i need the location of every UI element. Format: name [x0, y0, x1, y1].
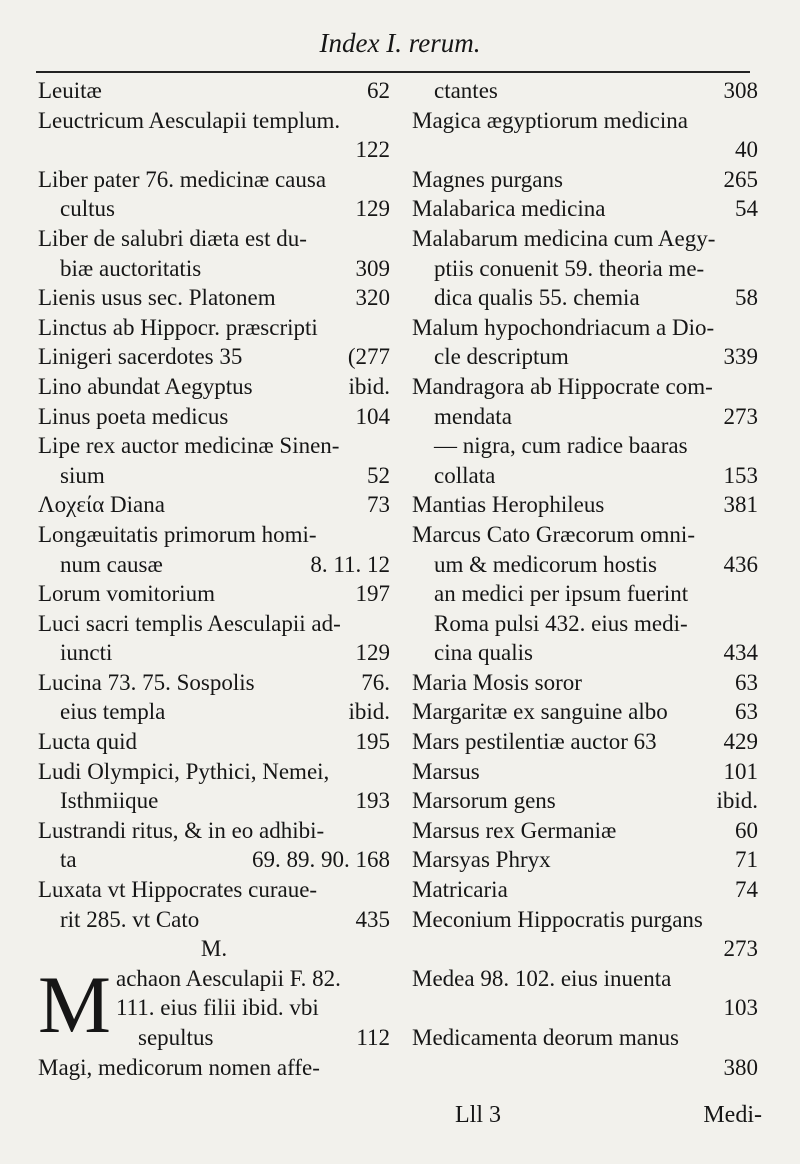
- entry-page-number: ibid.: [716, 788, 758, 814]
- entry-text: Marsorum gens: [412, 788, 556, 814]
- entry-page-number: 129: [355, 196, 390, 222]
- index-entry: [412, 76, 758, 106]
- index-entry: [38, 76, 390, 106]
- entry-text: Luxata vt Hippocrates curaue-: [38, 877, 318, 903]
- entry-text: Lucta quid: [38, 729, 137, 755]
- index-entry: [38, 697, 390, 727]
- header-rule: [36, 71, 750, 73]
- entry-page-number: 103: [723, 995, 758, 1021]
- entry-text: Margaritæ ex sanguine albo: [412, 699, 668, 725]
- index-entry: [38, 757, 390, 787]
- entry-text: Malabarica medicina: [412, 196, 606, 222]
- index-entry: [38, 135, 390, 165]
- index-entry: [38, 579, 390, 609]
- entry-page-number: 112: [356, 1025, 390, 1050]
- entry-text: Mandragora ab Hippocrate com-: [412, 373, 713, 399]
- entry-text: Lustrandi ritus, & in eo adhibi-: [38, 817, 325, 843]
- index-entry: [412, 313, 758, 343]
- entry-text: ctantes: [434, 78, 498, 103]
- entry-page-number: 435: [355, 906, 390, 932]
- index-entry: [412, 431, 758, 461]
- entry-page-number: 63: [735, 669, 758, 695]
- signature-mark: Lll 3: [455, 1102, 501, 1128]
- index-entry: [38, 461, 390, 491]
- index-entry: [38, 283, 390, 313]
- entry-page-number: 76.: [361, 669, 390, 695]
- entry-text: achaon Aesculapii F. 82.: [116, 965, 341, 991]
- entry-text: Magica ægyptiorum medicina: [412, 107, 688, 133]
- index-entry: [38, 668, 390, 698]
- entry-page-number: 101: [723, 758, 758, 784]
- entry-text: Meconium Hippocratis purgans: [412, 906, 703, 932]
- entry-text: Linctus ab Hippocr. præscripti: [38, 314, 318, 340]
- entry-text: Leuitæ: [38, 78, 102, 103]
- entry-page-number: 63: [735, 699, 758, 725]
- entry-page-number: 8. 11. 12: [310, 551, 390, 577]
- index-entry: [412, 254, 758, 284]
- entry-text: sium: [60, 462, 105, 488]
- index-entry: [412, 905, 758, 935]
- entry-page-number: 381: [723, 492, 758, 518]
- entry-text: Λοχεία Diana: [38, 492, 165, 518]
- index-entry: [412, 1023, 758, 1053]
- entry-text: Matricaria: [412, 877, 508, 903]
- index-entry: [412, 609, 758, 639]
- index-entry: [412, 727, 758, 757]
- index-entry: [412, 638, 758, 668]
- index-entry: [38, 313, 390, 343]
- entry-page-number: 104: [355, 403, 390, 429]
- entry-text: cle descriptum: [434, 344, 569, 370]
- index-entry: [38, 165, 390, 195]
- entry-text: Lorum vomitorium: [38, 581, 215, 607]
- index-entry: [412, 934, 758, 964]
- entry-page-number: 308: [723, 78, 758, 103]
- left-column: [38, 76, 390, 1082]
- index-entry: [412, 165, 758, 195]
- index-entry: [412, 490, 758, 520]
- entry-text: rit 285. vt Cato: [60, 906, 200, 932]
- entry-text: cultus: [60, 196, 115, 222]
- entry-text: Marcus Cato Græcorum omni-: [412, 521, 695, 547]
- entry-page-number: 320: [355, 285, 390, 311]
- entry-text: Leuctricum Aesculapii templum.: [38, 107, 341, 133]
- entry-text: Lienis usus sec. Platonem: [38, 285, 276, 311]
- index-entry: [412, 875, 758, 905]
- right-column: [412, 76, 758, 1082]
- entry-text: Maria Mosis soror: [412, 669, 582, 695]
- index-entry: [38, 372, 390, 402]
- entry-text: Lino abundat Aegyptus: [38, 373, 253, 399]
- entry-page-number: 52: [367, 462, 390, 488]
- entry-page-number: 74: [735, 877, 758, 903]
- index-entry: [412, 402, 758, 432]
- section-letter: M.: [200, 936, 228, 962]
- entry-text: Magnes purgans: [412, 166, 563, 192]
- entry-page-number: 429: [723, 729, 758, 755]
- index-entry: [38, 905, 390, 935]
- entry-page-number: 60: [735, 817, 758, 843]
- entry-text: num causæ: [60, 551, 163, 577]
- entry-page-number: ibid.: [348, 699, 390, 725]
- entry-text: an medici per ipsum fuerint: [434, 581, 689, 607]
- entry-text: Isthmiique: [60, 788, 159, 814]
- entry-text: Malum hypochondriacum a Dio-: [412, 314, 715, 340]
- entry-page-number: 71: [735, 847, 758, 873]
- entry-page-number: 436: [723, 551, 758, 577]
- index-entry: [38, 993, 390, 1023]
- entry-text: Malabarum medicina cum Aegy-: [412, 225, 716, 251]
- index-entry: [412, 993, 758, 1023]
- index-entry: [412, 786, 758, 816]
- entry-text: Marsus: [412, 758, 480, 784]
- entry-text: collata: [434, 462, 496, 488]
- index-entry: [38, 402, 390, 432]
- entry-text: cina qualis: [434, 640, 533, 666]
- index-entry: [38, 254, 390, 284]
- entry-text: mendata: [434, 403, 512, 429]
- index-entry: [38, 490, 390, 520]
- entry-page-number: 339: [723, 344, 758, 370]
- catchword: Medi-: [703, 1102, 762, 1128]
- entry-text: Magi, medicorum nomen affe-: [38, 1054, 320, 1080]
- entry-page-number: 58: [735, 285, 758, 311]
- entry-page-number: 62: [367, 78, 390, 103]
- index-entry: [412, 342, 758, 372]
- entry-text: um & medicorum hostis: [434, 551, 657, 577]
- entry-text: Mars pestilentiæ auctor 63: [412, 729, 657, 755]
- index-entry: [412, 579, 758, 609]
- dropcap-block: [38, 958, 390, 1053]
- entry-page-number: 309: [355, 255, 390, 281]
- index-entry: [38, 194, 390, 224]
- index-entry: [38, 1053, 390, 1083]
- index-entry: [412, 668, 758, 698]
- entry-page-number: ibid.: [348, 373, 390, 399]
- entry-text: Linigeri sacerdotes 35: [38, 344, 243, 370]
- entry-text: iuncti: [60, 640, 113, 666]
- index-entry: [38, 342, 390, 372]
- index-entry: [412, 461, 758, 491]
- entry-text: ta: [60, 847, 77, 873]
- entry-text: Liber de salubri diæta est du-: [38, 225, 307, 251]
- entry-text: Lipe rex auctor medicinæ Sinen-: [38, 433, 340, 459]
- entry-page-number: 40: [735, 137, 758, 163]
- entry-page-number: 54: [735, 196, 758, 222]
- entry-text: — nigra, cum radice baaras: [434, 433, 688, 459]
- entry-text: Roma pulsi 432. eius medi-: [434, 610, 688, 636]
- entry-page-number: 434: [723, 640, 758, 666]
- index-entry: [412, 757, 758, 787]
- index-entry: [412, 283, 758, 313]
- index-entry: [412, 224, 758, 254]
- index-entry: [412, 1053, 758, 1083]
- entry-text: sepultus: [138, 1025, 214, 1050]
- index-entry: [38, 106, 390, 136]
- index-entry: [38, 224, 390, 254]
- entry-text: dica qualis 55. chemia: [434, 285, 640, 311]
- index-entry: [38, 638, 390, 668]
- index-entry: [38, 609, 390, 639]
- index-entry: [412, 816, 758, 846]
- index-entry: [38, 845, 390, 875]
- entry-text: Linus poeta medicus: [38, 403, 229, 429]
- page-footer: [0, 1102, 800, 1142]
- index-entry: [412, 550, 758, 580]
- index-entry: [412, 964, 758, 994]
- entry-text: ptiis conuenit 59. theoria me-: [434, 255, 705, 281]
- entry-text: Marsus rex Germaniæ: [412, 817, 617, 843]
- index-entry: [38, 520, 390, 550]
- entry-page-number: 380: [723, 1054, 758, 1080]
- entry-text: Luci sacri templis Aesculapii ad-: [38, 610, 341, 636]
- entry-text: Mantias Herophileus: [412, 492, 605, 518]
- entry-page-number: 73: [367, 492, 390, 518]
- entry-page-number: 153: [723, 462, 758, 488]
- entry-page-number: (277: [347, 344, 390, 370]
- entry-page-number: 273: [723, 403, 758, 429]
- index-entry: [38, 816, 390, 846]
- entry-page-number: 273: [723, 936, 758, 962]
- index-entry: [38, 431, 390, 461]
- entry-page-number: 197: [355, 581, 390, 607]
- entry-page-number: 195: [355, 729, 390, 755]
- entry-text: Medicamenta deorum manus: [412, 1025, 679, 1050]
- index-entry: [412, 697, 758, 727]
- index-entry: [38, 786, 390, 816]
- entry-text: eius templa: [60, 699, 166, 725]
- index-entry: [412, 194, 758, 224]
- entry-text: Lucina 73. 75. Sospolis: [38, 669, 255, 695]
- index-entry: [412, 845, 758, 875]
- entry-text: Liber pater 76. medicinæ causa: [38, 166, 327, 192]
- entry-text: Marsyas Phryx: [412, 847, 551, 873]
- index-entry: [412, 520, 758, 550]
- entry-text: biæ auctoritatis: [60, 255, 202, 281]
- entry-page-number: 129: [355, 640, 390, 666]
- index-entry: [412, 106, 758, 136]
- dropcap-letter: M: [38, 958, 111, 1050]
- entry-text: Medea 98. 102. eius inuenta: [412, 965, 672, 991]
- index-entry: [38, 964, 390, 994]
- index-entry: [38, 875, 390, 905]
- entry-text: 111. eius filii ibid. vbi: [116, 995, 319, 1021]
- running-header: Index I. rerum.: [319, 28, 481, 58]
- index-entry: [38, 550, 390, 580]
- entry-text: Ludi Olympici, Pythici, Nemei,: [38, 758, 330, 784]
- index-entry: [38, 727, 390, 757]
- entry-text: Longæuitatis primorum homi-: [38, 521, 317, 547]
- entry-page-number: 193: [355, 788, 390, 814]
- index-entry: [38, 1023, 390, 1053]
- entry-page-number: 265: [723, 166, 758, 192]
- entry-page-number: 122: [355, 137, 390, 163]
- index-entry: [412, 372, 758, 402]
- entry-page-number: 69. 89. 90. 168: [252, 847, 390, 873]
- index-entry: [412, 135, 758, 165]
